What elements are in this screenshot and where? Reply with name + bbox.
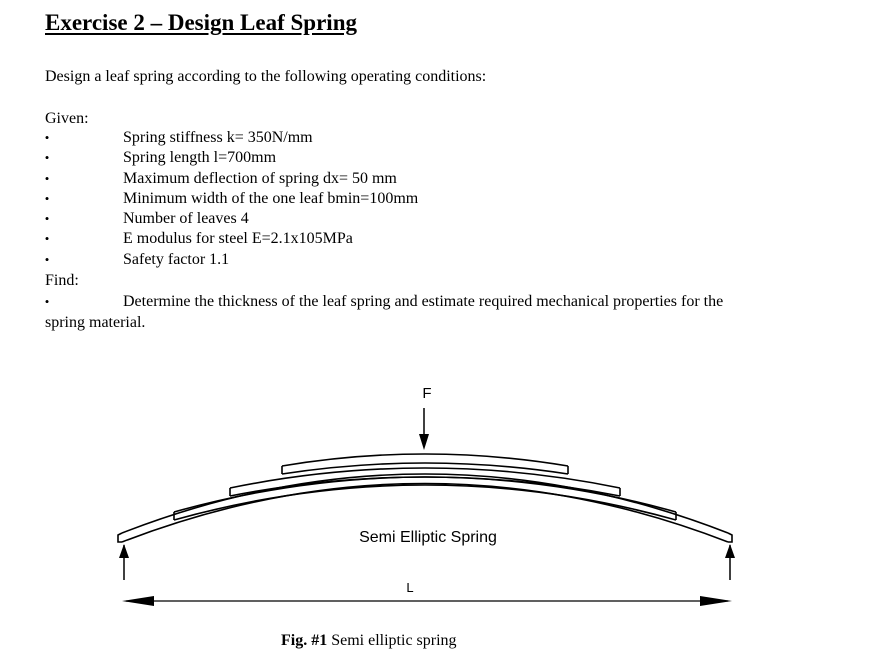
bullet-marker: • [44, 170, 50, 186]
caption-text: Semi elliptic spring [327, 632, 457, 649]
find-label: Find: [45, 272, 79, 289]
leaf-4 [282, 454, 568, 466]
bullet-marker: • [44, 130, 50, 145]
given-item-text: E modulus for steel E=2.1x105MPa [123, 230, 353, 248]
force-label: F [422, 385, 432, 402]
bullet-marker: • [44, 231, 50, 247]
intro-paragraph: Design a leaf spring according to the following operating conditions: [45, 68, 487, 85]
leaf-spring-figure [100, 370, 760, 630]
find-text-line2: spring material. [45, 314, 146, 331]
bullet-marker: • [44, 251, 50, 267]
given-item-text: Spring length l=700mm [123, 149, 277, 167]
left-support-arrow [119, 544, 129, 580]
length-label: L [406, 580, 414, 595]
given-item-text: Safety factor 1.1 [123, 250, 230, 268]
find-text-line1: Determine the thickness of the leaf spring and estimate required mechanical properties for the [123, 293, 724, 310]
given-label: Given: [45, 110, 89, 127]
spring-type-label: Semi Elliptic Spring [359, 529, 497, 546]
exercise-title: Exercise 2 – Design Leaf Spring [45, 10, 357, 35]
leaf-spring-diagram [100, 370, 760, 630]
given-item-text: Number of leaves 4 [123, 210, 249, 228]
given-item-text: Minimum width of the one leaf bmin=100mm [123, 189, 419, 207]
figure-caption [281, 632, 457, 650]
bullet-marker: • [44, 190, 50, 206]
bullet-marker: • [44, 294, 50, 309]
given-item-text: Maximum deflection of spring dx= 50 mm [123, 169, 397, 187]
length-dimension-line [122, 596, 732, 606]
force-arrow [419, 408, 429, 450]
given-item-text: Spring stiffness k= 350N/mm [123, 129, 313, 146]
bullet-marker: • [44, 150, 50, 166]
leaf-2 [174, 477, 676, 512]
caption-number: Fig. #1 [281, 632, 328, 649]
right-support-arrow [725, 544, 735, 580]
bullet-marker: • [44, 211, 50, 227]
